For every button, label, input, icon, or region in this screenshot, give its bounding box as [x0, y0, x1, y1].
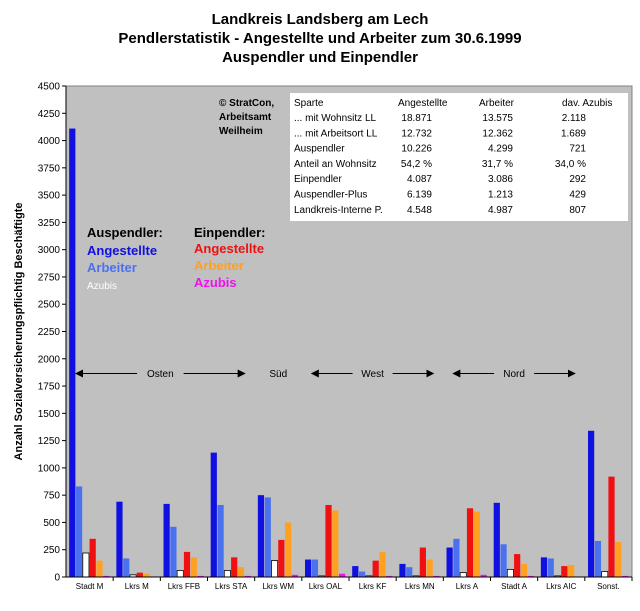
x-category-label: Lkrs A — [455, 582, 479, 591]
y-tick-label: 3250 — [37, 217, 60, 229]
y-tick-label: 3500 — [37, 190, 60, 202]
bar-ein-arbeiter — [238, 567, 244, 577]
stats-value-cell: 1.213 — [487, 189, 513, 201]
y-tick-label: 4000 — [37, 136, 60, 148]
y-tick-label: 1250 — [37, 436, 60, 448]
bar-aus-azubis — [177, 570, 183, 577]
bar-ein-angestellte — [90, 539, 96, 577]
bar-ein-arbeiter — [615, 542, 621, 577]
region-label: West — [361, 369, 384, 381]
bar-aus-angestellte — [305, 560, 311, 577]
stats-value-cell: 3.086 — [487, 174, 513, 186]
stats-value-cell: 4.548 — [406, 204, 432, 216]
bar-ein-arbeiter — [568, 565, 574, 577]
bar-ein-arbeiter — [332, 510, 338, 577]
bar-ein-angestellte — [608, 477, 614, 577]
stats-value-cell: 4.087 — [406, 174, 432, 186]
x-category-label: Lkrs OAL — [308, 582, 343, 591]
bar-aus-angestellte — [399, 564, 405, 577]
legend-item-einpendler: Angestellte — [194, 241, 265, 256]
x-category-label: Lkrs STA — [214, 582, 248, 591]
stats-header-cell: Arbeiter — [479, 98, 515, 109]
stats-value-cell: 54,2 % — [400, 158, 432, 170]
bar-aus-arbeiter — [265, 497, 271, 577]
chart-titles — [118, 11, 521, 66]
stats-value-cell: 2.118 — [561, 113, 586, 124]
bar-ein-angestellte — [184, 552, 190, 577]
y-tick-label: 3750 — [37, 163, 60, 175]
x-category-label: Lkrs MN — [404, 582, 435, 591]
stats-value-cell: 12.732 — [401, 128, 432, 140]
y-tick-label: 3000 — [37, 245, 60, 257]
bar-aus-arbeiter — [76, 486, 82, 577]
y-tick-label: 0 — [54, 572, 60, 584]
x-category-label: Lkrs FFB — [167, 582, 201, 591]
y-tick-label: 1500 — [37, 408, 60, 420]
bar-aus-angestellte — [258, 495, 264, 577]
stats-value-cell: 13.575 — [482, 113, 513, 124]
bar-aus-arbeiter — [359, 572, 365, 577]
y-tick-label: 4250 — [37, 108, 60, 120]
y-tick-label: 1000 — [37, 463, 60, 475]
stats-header-cell: dav. Azubis — [562, 98, 613, 109]
stats-value-cell: 292 — [569, 174, 586, 186]
stats-row-label: ... mit Wohnsitz LL — [294, 113, 377, 124]
bar-ein-arbeiter — [285, 522, 291, 577]
x-axis — [66, 577, 632, 591]
stats-value-cell: 429 — [569, 189, 586, 201]
bar-aus-arbeiter — [453, 539, 459, 577]
y-tick-label: 500 — [43, 517, 60, 529]
bar-aus-azubis — [83, 553, 89, 577]
bar-aus-angestellte — [116, 502, 122, 577]
bar-aus-angestellte — [69, 129, 75, 577]
bar-ein-angestellte — [325, 505, 331, 577]
bar-aus-angestellte — [211, 453, 217, 577]
y-axis-label: Anzahl Sozialversicherungspflichtig Beschäftigte — [13, 202, 25, 461]
bar-aus-angestellte — [447, 548, 453, 577]
x-category-label: Stadt A — [501, 582, 527, 591]
stats-row-label: Auspendler-Plus — [294, 189, 368, 201]
stats-table — [290, 93, 628, 221]
bar-aus-azubis — [224, 570, 230, 577]
x-category-label: Lkrs AIC — [546, 582, 577, 591]
stats-value-cell: 4.299 — [487, 143, 513, 155]
stats-value-cell: 6.139 — [406, 189, 432, 201]
bar-ein-angestellte — [420, 548, 426, 577]
stats-header-cell: Angestellte — [398, 98, 448, 109]
stats-row-label: Einpendler — [294, 174, 342, 186]
y-tick-label: 2250 — [37, 327, 60, 338]
chart-title-line: Landkreis Landsberg am Lech — [211, 11, 429, 28]
stats-row-label: Auspendler — [294, 143, 345, 155]
bar-ein-angestellte — [467, 508, 473, 577]
bar-ein-arbeiter — [474, 512, 480, 577]
bar-aus-arbeiter — [312, 560, 318, 577]
bar-ein-arbeiter — [521, 564, 527, 577]
bar-ein-angestellte — [373, 561, 379, 577]
bar-ein-angestellte — [561, 566, 567, 577]
stats-value-cell: 1.689 — [560, 128, 586, 140]
credit-line: Weilheim — [219, 126, 263, 137]
y-tick-label: 2750 — [37, 272, 60, 284]
y-tick-label: 1750 — [37, 381, 60, 393]
stats-value-cell: 34,0 % — [554, 158, 586, 170]
legend-title-einpendler: Einpendler: — [194, 225, 266, 240]
y-tick-label: 4500 — [37, 81, 60, 93]
legend-item-auspendler: Angestellte — [87, 243, 158, 258]
bar-ein-arbeiter — [379, 552, 385, 577]
chart-title-line: Auspendler und Einpendler — [222, 49, 418, 66]
credit-line: © StratCon, — [219, 98, 275, 109]
x-category-label: Lkrs KF — [358, 582, 387, 591]
stats-value-cell: 10.226 — [401, 143, 432, 155]
legend-item-auspendler: Arbeiter — [87, 260, 137, 275]
region-label: Osten — [146, 369, 174, 381]
legend-item-einpendler: Azubis — [194, 275, 237, 290]
bar-aus-arbeiter — [170, 527, 176, 577]
y-tick-label: 250 — [43, 545, 60, 557]
stats-header-cell: Sparte — [294, 98, 324, 109]
bar-ein-arbeiter — [427, 560, 433, 577]
x-category-label: Lkrs M — [124, 582, 149, 591]
bar-aus-arbeiter — [123, 558, 129, 577]
stats-value-cell: 807 — [569, 204, 586, 216]
stats-value-cell: 12.362 — [482, 128, 513, 140]
bar-ein-angestellte — [278, 540, 284, 577]
legend-item-einpendler: Arbeiter — [194, 258, 244, 273]
bar-aus-angestellte — [164, 504, 170, 577]
stats-value-cell: 31,7 % — [481, 158, 513, 170]
bar-aus-arbeiter — [548, 558, 554, 577]
bar-ein-angestellte — [137, 573, 143, 577]
bar-aus-azubis — [271, 561, 277, 577]
y-tick-label: 750 — [43, 490, 60, 502]
bar-aus-arbeiter — [595, 541, 601, 577]
region-label: Süd — [269, 369, 288, 381]
bar-aus-arbeiter — [500, 544, 506, 577]
bar-aus-angestellte — [352, 566, 358, 577]
bar-ein-angestellte — [231, 557, 237, 577]
bar-aus-angestellte — [588, 431, 594, 577]
bar-ein-angestellte — [514, 554, 520, 577]
bar-aus-azubis — [507, 569, 513, 577]
credit-line: Arbeitsamt — [219, 112, 272, 123]
stats-row-label: ... mit Arbeitsort LL — [294, 128, 378, 140]
y-tick-label: 2000 — [37, 354, 60, 366]
stats-value-cell: 18.871 — [401, 113, 432, 124]
stats-row-label: Anteil an Wohnsitz — [294, 158, 377, 170]
bar-aus-arbeiter — [406, 567, 412, 577]
bar-aus-azubis — [602, 572, 608, 577]
chart-title-line: Pendlerstatistik - Angestellte und Arbeiter zum 30.6.1999 — [118, 30, 522, 47]
legend-title-auspendler: Auspendler: — [87, 225, 163, 240]
bar-aus-azubis — [460, 573, 466, 577]
bar-aus-arbeiter — [217, 505, 223, 577]
x-category-label: Sonst. — [597, 582, 620, 591]
bar-ein-arbeiter — [96, 561, 102, 577]
y-tick-label: 2500 — [37, 299, 60, 311]
bar-ein-arbeiter — [191, 557, 197, 577]
stats-value-cell: 721 — [569, 143, 586, 155]
bar-aus-angestellte — [494, 503, 500, 577]
y-axis — [38, 82, 66, 584]
bar-aus-angestellte — [541, 557, 547, 577]
stats-value-cell: 4.987 — [487, 204, 513, 216]
x-category-label: Lkrs WM — [262, 582, 295, 591]
region-label: Nord — [503, 369, 525, 381]
x-category-label: Stadt M — [75, 582, 104, 591]
stats-row-label: Landkreis-Interne P. — [294, 204, 383, 216]
legend-item-auspendler: Azubis — [87, 281, 118, 292]
